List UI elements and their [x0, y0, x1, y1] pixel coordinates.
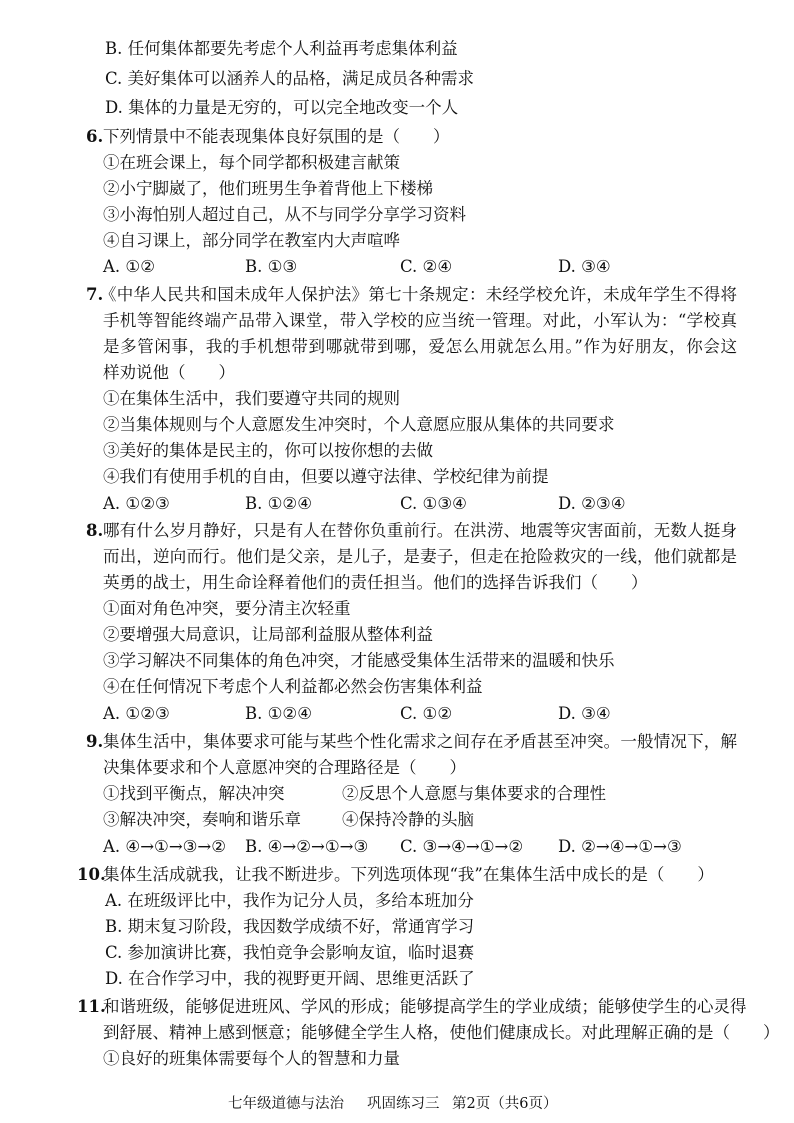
statement-3: ③美好的集体是民主的，你可以按你想的去做 — [103, 441, 433, 460]
statement-1: ①在集体生活中，我们要遵守共同的规则 — [103, 389, 400, 408]
question-number: 6. — [86, 127, 104, 146]
question-stem: 集体生活成就我，让我不断进步。下列选项体现“我”在集体生活中成长的是（ ） — [103, 865, 714, 884]
choice-b: B. ④→②→①→③ — [245, 837, 369, 856]
option-c: C. 美好集体可以涵养人的品格，满足成员各种需求 — [105, 69, 475, 88]
statement-2: ②当集体规则与个人意愿发生冲突时，个人意愿应服从集体的共同要求 — [103, 415, 615, 434]
choice-d: D. ③④ — [558, 257, 611, 276]
choice-c: C. ①③④ — [400, 494, 467, 513]
option-d: D. 在合作学习中，我的视野更开阔、思维更活跃了 — [105, 969, 475, 988]
question-stem-line: 决集体要求和个人意愿冲突的合理路径是（ ） — [103, 758, 466, 777]
option-a: A. 在班级评比中，我作为记分人员，多给本班加分 — [105, 891, 474, 910]
question-number: 7. — [86, 285, 104, 304]
choice-c: C. ②④ — [400, 257, 453, 276]
statement-1: ①良好的班集体需要每个人的智慧和力量 — [103, 1049, 400, 1068]
question-stem-line: 到舒展、精神上感到惬意；能够健全学生人格，使他们健康成长。对此理解正确的是（ ） — [103, 1023, 780, 1042]
option-c: C. 参加演讲比赛，我怕竞争会影响友谊，临时退赛 — [105, 943, 475, 962]
question-stem-line: 哪有什么岁月静好，只是有人在替你负重前行。在洪涝、地震等灾害面前，无数人挺身 — [103, 521, 737, 540]
choice-b: B. ①③ — [245, 257, 298, 276]
question-stem: 下列情景中不能表现集体良好氛围的是（ ） — [103, 127, 450, 146]
question-stem-line: 英勇的战士，用生命诠释着他们的责任担当。他们的选择告诉我们（ ） — [103, 573, 648, 592]
option-d: D. 集体的力量是无穷的，可以完全地改变一个人 — [105, 98, 459, 117]
choice-a: A. ①② — [103, 257, 155, 276]
statement-1: ①找到平衡点，解决冲突 — [103, 784, 285, 803]
statement-3: ③解决冲突，奏响和谐乐章 — [103, 810, 301, 829]
choice-a: A. ①②③ — [103, 494, 170, 513]
statement-4: ④自习课上，部分同学在教室内大声喧哗 — [103, 231, 400, 250]
statement-4: ④我们有使用手机的自由，但要以遵守法律、学校纪律为前提 — [103, 467, 549, 486]
statement-4: ④保持冷静的头脑 — [342, 810, 474, 829]
choice-b: B. ①②④ — [245, 494, 312, 513]
question-stem-line: 是多管闲事，我的手机想带到哪就带到哪，爱怎么用就怎么用。”作为好朋友，你会这 — [103, 337, 737, 356]
question-stem-line: 集体生活中，集体要求可能与某些个性化需求之间存在矛盾甚至冲突。一般情况下，解 — [103, 732, 737, 751]
option-b: B. 期末复习阶段，我因数学成绩不好，常通宵学习 — [105, 917, 475, 936]
statement-3: ③小海怕别人超过自己，从不与同学分享学习资料 — [103, 205, 466, 224]
choice-d: D. ②③④ — [558, 494, 626, 513]
footer-subject: 七年级道德与法治 — [228, 1096, 344, 1112]
statement-2: ②要增强大局意识，让局部利益服从整体利益 — [103, 625, 433, 644]
choice-c: C. ①② — [400, 704, 453, 723]
question-number: 8. — [86, 521, 104, 540]
option-b: B. 任何集体都要先考虑个人利益再考虑集体利益 — [105, 39, 458, 58]
page-number: 第2页（共6页） — [452, 1096, 558, 1112]
question-stem-line: 和谐班级，能够促进班风、学风的形成；能够提高学生的学业成绩；能够使学生的心灵得 — [103, 997, 747, 1016]
choice-a: A. ④→①→③→② — [103, 837, 227, 856]
question-stem-line: 《中华人民共和国未成年人保护法》第七十条规定：未经学校允许，未成年学生不得将 — [100, 285, 737, 304]
statement-2: ②小宁脚崴了，他们班男生争着背他上下楼梯 — [103, 179, 433, 198]
question-number: 11. — [77, 997, 106, 1016]
statement-3: ③学习解决不同集体的角色冲突，才能感受集体生活带来的温暖和快乐 — [103, 651, 615, 670]
choice-a: A. ①②③ — [103, 704, 170, 723]
statement-2: ②反思个人意愿与集体要求的合理性 — [342, 784, 606, 803]
choice-c: C. ③→④→①→② — [400, 837, 524, 856]
question-stem-line: 样劝说他（ ） — [103, 363, 235, 382]
statement-1: ①面对角色冲突，要分清主次轻重 — [103, 599, 351, 618]
statement-4: ④在任何情况下考虑个人利益都必然会伤害集体利益 — [103, 677, 483, 696]
choice-d: D. ②→④→①→③ — [558, 837, 682, 856]
choice-d: D. ③④ — [558, 704, 611, 723]
question-number: 10. — [77, 865, 106, 884]
question-stem-line: 而出，逆向而行。他们是父亲，是儿子，是妻子，但走在抢险救灾的一线，他们就都是 — [103, 547, 737, 566]
question-number: 9. — [86, 732, 104, 751]
footer-title: 巩固练习三 — [367, 1096, 440, 1112]
question-stem-line: 手机等智能终端产品带入课堂，带入学校的应当统一管理。对此，小军认为：“学校真 — [103, 311, 737, 330]
statement-1: ①在班会课上，每个同学都积极建言献策 — [103, 153, 400, 172]
choice-b: B. ①②④ — [245, 704, 312, 723]
